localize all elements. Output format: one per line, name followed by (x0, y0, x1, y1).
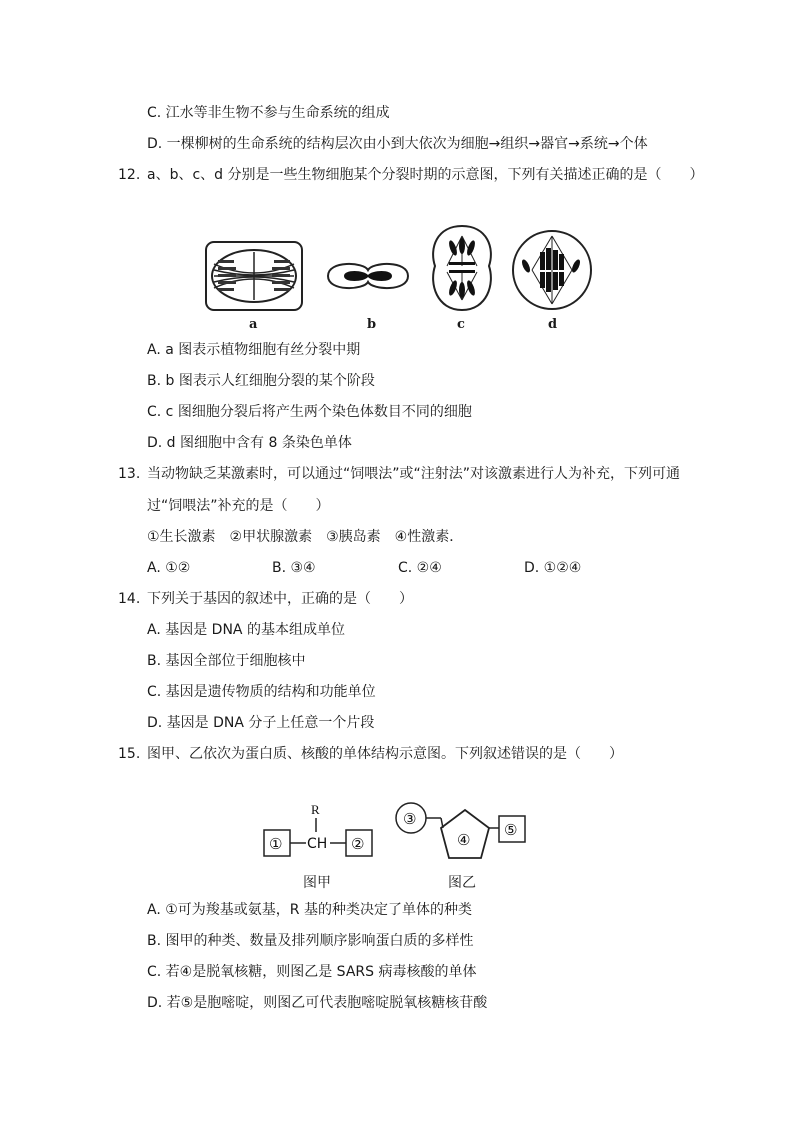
q12-option-b: B. b 图表示人红细胞分裂的某个阶段 (147, 373, 375, 389)
ch-label: CH (307, 836, 328, 852)
figure-label-a: a (249, 317, 258, 332)
q13-number: 13. (118, 466, 141, 482)
q14-stem: 下列关于基因的叙述中，正确的是（ ） (147, 591, 413, 607)
q14-option-b: B. 基因全部位于细胞核中 (147, 653, 306, 669)
q14-option-c: C. 基因是遗传物质的结构和功能单位 (147, 684, 376, 700)
q15-number: 15. (118, 746, 141, 762)
q11-option-d: D. 一棵柳树的生命系统的结构层次由小到大依次为细胞→组织→器官→系统→个体 (147, 136, 648, 152)
q15-option-d: D. 若⑤是胞嘧啶，则图乙可代表胞嘧啶脱氧核糖核苷酸 (147, 995, 488, 1011)
q15-stem: 图甲、乙依次为蛋白质、核酸的单体结构示意图。下列叙述错误的是（ ） (147, 746, 623, 762)
base-box-label: ⑤ (504, 821, 518, 839)
r-group-label: R (311, 802, 320, 817)
q15-option-c: C. 若④是脱氧核糖，则图乙是 SARS 病毒核酸的单体 (147, 964, 477, 980)
box-2-label: ② (351, 835, 365, 853)
cell-figure-b (324, 258, 412, 294)
figure-b-caption: 图乙 (448, 875, 476, 891)
q15-option-a: A. ①可为羧基或氨基，R 基的种类决定了单体的种类 (147, 902, 472, 918)
amino-acid-diagram (258, 800, 378, 862)
figure-a-caption: 图甲 (303, 875, 331, 891)
q13-option-a: A. ①② (147, 560, 191, 576)
pentagon-label: ④ (457, 831, 471, 849)
circle-label: ③ (403, 810, 417, 828)
cell-figure-a (204, 240, 304, 312)
q15-option-b: B. 图甲的种类、数量及排列顺序影响蛋白质的多样性 (147, 933, 474, 949)
q13-stem-line1: 当动物缺乏某激素时，可以通过“饲喂法”或“注射法”对该激素进行人为补充，下列可通 (147, 466, 681, 482)
q14-option-a: A. 基因是 DNA 的基本组成单位 (147, 622, 345, 638)
q12-option-c: C. c 图细胞分裂后将产生两个染色体数目不同的细胞 (147, 404, 472, 420)
q13-option-b: B. ③④ (272, 560, 316, 576)
q12-option-d: D. d 图细胞中含有 8 条染色单体 (147, 435, 352, 451)
q13-items: ①生长激素 ②甲状腺激素 ③胰岛素 ④性激素． (147, 529, 464, 545)
q12-stem: a、b、c、d 分别是一些生物细胞某个分裂时期的示意图，下列有关描述正确的是（ ） (147, 167, 704, 183)
figure-label-d: d (548, 317, 558, 332)
q11-option-c: C. 江水等非生物不参与生命系统的组成 (147, 105, 390, 121)
figure-label-b: b (367, 317, 377, 332)
box-1-label: ① (269, 835, 283, 853)
figure-label-c: c (457, 317, 465, 332)
q13-option-c: C. ②④ (398, 560, 442, 576)
q14-option-d: D. 基因是 DNA 分子上任意一个片段 (147, 715, 375, 731)
q13-option-d: D. ①②④ (524, 560, 582, 576)
q14-number: 14. (118, 591, 141, 607)
cell-figure-d (510, 228, 594, 312)
q12-option-a: A. a 图表示植物细胞有丝分裂中期 (147, 342, 361, 358)
nucleotide-diagram (393, 800, 533, 866)
q13-stem-line2: 过“饲喂法”补充的是（ ） (147, 498, 330, 514)
cell-figure-c (427, 222, 497, 314)
q12-number: 12. (118, 167, 141, 183)
